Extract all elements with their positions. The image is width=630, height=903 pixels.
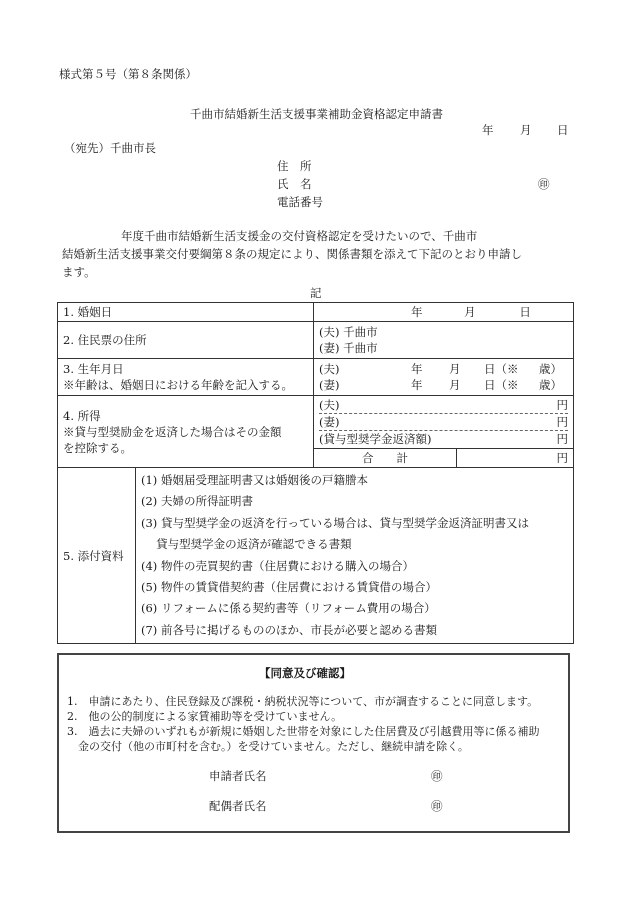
wife-address: (妻) 千曲市 bbox=[319, 341, 378, 355]
intro-line-2: 結婚新生活支援事業交付要綱第８条の規定により、関係書類を添えて下記のとおり申請し bbox=[62, 247, 522, 261]
date-day: 日 bbox=[557, 123, 569, 137]
birthdate-row bbox=[58, 359, 574, 396]
attachment-item-4: (4) 物件の売買契約書（住居費における購入の場合） bbox=[141, 558, 414, 573]
marriage-month: 月 bbox=[464, 305, 476, 319]
income-total-label: 合 計 bbox=[314, 449, 457, 468]
attachment-item-6: (6) リフォームに係る契約書等（リフォーム費用の場合） bbox=[141, 601, 436, 616]
husband-address: (夫) 千曲市 bbox=[319, 325, 378, 339]
income-note-2: を控除する。 bbox=[63, 440, 132, 455]
address-label: 住 所 bbox=[277, 159, 312, 173]
income-label: 4. 所得 bbox=[63, 408, 101, 423]
name-label: 氏 名 bbox=[277, 177, 312, 191]
marriage-year: 年 bbox=[411, 305, 423, 319]
spouse-seal: ㊞ bbox=[431, 799, 443, 813]
birthdate-label-cell bbox=[58, 359, 314, 396]
wife-income: (妻) 円 bbox=[319, 415, 569, 429]
birthdate-field[interactable] bbox=[314, 359, 574, 396]
seal-mark: ㊞ bbox=[538, 177, 550, 191]
form-number: 様式第５号（第８条関係） bbox=[59, 67, 197, 81]
consent-item-1: 1. 申請にあたり、住民登録及び課税・納税状況等について、市が調査することに同意します。 bbox=[67, 695, 539, 708]
consent-heading: 【同意及び確認】 bbox=[259, 666, 351, 680]
husband-birthdate: (夫) 年 月 日（※ 歳） bbox=[319, 362, 563, 376]
intro-line-1: 年度千曲市結婚新生活支援金の交付資格認定を受けたいので、千曲市 bbox=[121, 229, 478, 243]
consent-item-3-cont: 金の交付（他の市町村を含む。）を受けていません。ただし、継続申請を除く。 bbox=[67, 740, 469, 753]
consent-item-3: 3. 過去に夫婦のいずれもが新規に婚姻した世帯を対象にした住居費及び引越費用等に係る補助 bbox=[67, 725, 540, 738]
attachment-item-5: (5) 物件の賃貸借契約書（住居費における賃貸借の場合） bbox=[141, 579, 437, 594]
attachment-item-1: (1) 婚姻届受理証明書又は婚姻後の戸籍謄本 bbox=[141, 473, 368, 487]
attachment-item-3-cont: 貸与型奨学金の返済が確認できる書類 bbox=[141, 537, 352, 552]
address-row-label: 2. 住民票の住所 bbox=[58, 322, 314, 359]
applicant-seal: ㊞ bbox=[431, 769, 443, 783]
phone-label: 電話番号 bbox=[277, 195, 323, 209]
address-row bbox=[58, 322, 574, 359]
applicant-name-label: 申請者氏名 bbox=[209, 769, 267, 783]
date-year: 年 bbox=[482, 123, 494, 137]
attachments-label: 5. 添付資料 bbox=[58, 468, 136, 644]
intro-line-3: ます。 bbox=[62, 265, 96, 279]
marriage-date-row bbox=[58, 303, 574, 322]
marriage-day: 日 bbox=[519, 305, 531, 319]
consent-item-2: 2. 他の公的制度による家賃補助等を受けていません。 bbox=[67, 710, 343, 723]
attachments-list bbox=[136, 468, 574, 644]
income-label-cell bbox=[58, 396, 314, 468]
marriage-date-label: 1. 婚姻日 bbox=[58, 303, 314, 322]
income-row bbox=[58, 396, 574, 449]
scholarship-repayment: (貸与型奨学金返済額) 円 bbox=[319, 432, 569, 446]
address-field[interactable] bbox=[314, 322, 574, 359]
wife-birthdate: (妻) 年 月 日（※ 歳） bbox=[319, 378, 563, 392]
attachment-item-3: (3) 貸与型奨学金の返済を行っている場合は、貸与型奨学金返済証明書又は bbox=[141, 515, 529, 530]
birthdate-note: ※年齢は、婚姻日における年齢を記入する。 bbox=[63, 378, 293, 392]
attachment-item-7: (7) 前各号に掲げるもののほか、市長が必要と認める書類 bbox=[141, 622, 437, 637]
spouse-name-label: 配偶者氏名 bbox=[209, 799, 267, 813]
form-title: 千曲市結婚新生活支援事業補助金資格認定申請書 bbox=[190, 107, 443, 121]
income-field[interactable] bbox=[314, 396, 574, 449]
date-month: 月 bbox=[520, 123, 532, 137]
addressee: （宛先）千曲市長 bbox=[64, 141, 156, 155]
birthdate-label: 3. 生年月日 bbox=[63, 362, 124, 376]
consent-box bbox=[57, 653, 570, 833]
husband-income: (夫) 円 bbox=[319, 398, 569, 412]
marriage-date-field[interactable] bbox=[314, 303, 574, 322]
income-total-field[interactable]: 円 bbox=[457, 449, 574, 468]
ki-heading: 記 bbox=[310, 286, 322, 300]
attachments-row bbox=[58, 468, 574, 644]
application-table bbox=[57, 302, 574, 644]
attachment-item-2: (2) 夫婦の所得証明書 bbox=[141, 494, 253, 509]
income-note-1: ※貸与型奨励金を返済した場合はその金額 bbox=[63, 424, 282, 439]
